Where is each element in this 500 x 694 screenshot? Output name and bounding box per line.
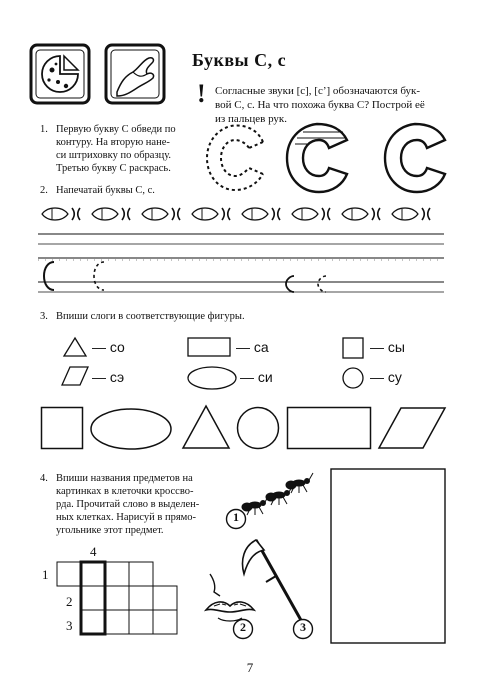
fish-icon <box>242 208 280 220</box>
answer-parallelogram <box>377 406 447 450</box>
answer-circle <box>236 406 280 450</box>
task-text: рда. Прочитай слово в выделен- <box>56 499 200 510</box>
drawing-rectangle[interactable] <box>330 468 446 644</box>
answer-square <box>40 406 84 450</box>
task-text: Напечатай буквы С, с. <box>56 185 155 196</box>
exclamation-icon: ! <box>197 79 206 108</box>
task-4 <box>40 472 240 537</box>
task-number: 2. <box>40 185 48 196</box>
legend-parallelogram <box>60 365 90 387</box>
crossword-row-number: 2 <box>66 594 73 609</box>
page-title: Буквы С, с <box>192 50 287 70</box>
answer-rectangle <box>286 406 372 450</box>
legend-rectangle <box>187 336 231 358</box>
task-text: Первую букву С обведи по <box>56 124 176 135</box>
fish-border <box>38 204 444 224</box>
letter-c-outlines <box>195 118 455 198</box>
fish-icon <box>392 208 430 220</box>
writing-lines <box>38 232 444 302</box>
legend-label-se: — сэ <box>92 369 125 385</box>
answer-ellipse <box>89 407 173 451</box>
page-number: 7 <box>246 660 254 675</box>
task-text: Впиши слоги в соответствующие фигуры. <box>56 311 245 322</box>
legend-triangle <box>62 336 88 358</box>
task-3 <box>40 310 245 323</box>
task-text: картинках в клеточки кроссво- <box>56 486 194 497</box>
legend-label-sa: — са <box>236 339 269 355</box>
legend-label-so: — со <box>92 339 125 355</box>
legend-label-si: — си <box>240 369 273 385</box>
task-text: угольнике этот предмет. <box>56 525 164 536</box>
legend-label-su: — су <box>370 369 402 385</box>
crossword-row-number: 3 <box>66 618 73 633</box>
hand-sign-icon <box>103 42 167 106</box>
legend-square <box>341 336 365 360</box>
task-number: 1. <box>40 124 48 135</box>
task-text: контуру. На вторую нане- <box>56 137 170 148</box>
intro-line: вой С, с. На что похожа буква С? Построй её <box>215 99 425 111</box>
fish-icon <box>42 208 80 220</box>
task-2 <box>40 184 155 197</box>
letter-c-hatched <box>287 124 347 192</box>
picture-number-label: 3 <box>300 620 306 634</box>
task-number: 3. <box>40 311 48 322</box>
task-number: 4. <box>40 473 48 484</box>
letter-c-outline <box>385 124 445 192</box>
letter-c-dotted <box>207 126 263 190</box>
task-text: Третью букву С раскрась. <box>56 163 171 174</box>
task-text: Впиши названия предметов на <box>56 473 193 484</box>
intro-line: Согласные звуки [с], [с’] обозначаются бук- <box>215 85 421 97</box>
fish-icon <box>292 208 330 220</box>
answer-triangle <box>181 404 231 450</box>
fish-icon <box>142 208 180 220</box>
legend-circle <box>341 366 365 390</box>
fish-icon <box>342 208 380 220</box>
legend-label-sy: — сы <box>370 339 405 355</box>
crossword-grid <box>56 560 182 642</box>
task-text: си штриховку по образцу. <box>56 150 172 161</box>
fish-icon <box>92 208 130 220</box>
fish-icon <box>192 208 230 220</box>
task-text: ных клетках. Нарисуй в прямо- <box>56 512 197 523</box>
task-1 <box>40 123 200 175</box>
cheese-icon <box>28 42 92 106</box>
crossword-column-number: 4 <box>90 544 97 559</box>
intro-line: из пальцев рук. <box>215 113 288 125</box>
legend-ellipse <box>186 365 238 391</box>
picture-number-label: 2 <box>240 620 246 634</box>
crossword-row-number: 1 <box>42 567 49 582</box>
picture-number-label: 1 <box>233 510 239 524</box>
